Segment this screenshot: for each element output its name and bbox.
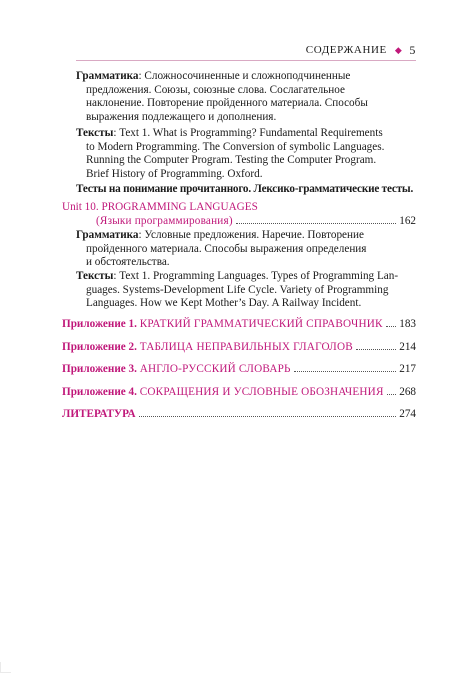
texts-label: Тексты	[76, 270, 114, 282]
appendix-title: КРАТКИЙ ГРАММАТИЧЕСКИЙ СПРАВОЧНИК	[139, 318, 383, 330]
grammar-line: предложения. Союзы, союзные слова. Сослагательное	[86, 83, 345, 96]
tests-line: Тесты на понимание прочитанного. Лексико-грамматические тесты.	[76, 183, 414, 195]
appendix-title: ТАБЛИЦА НЕПРАВИЛЬНЫХ ГЛАГОЛОВ	[139, 341, 353, 353]
texts-block-2	[76, 270, 416, 311]
unit-page: 162	[399, 215, 416, 227]
grammar-line: и обстоятельства.	[86, 256, 170, 269]
leader-dots	[294, 362, 397, 372]
leader-dots	[356, 340, 396, 350]
appendix-title: АНГЛО-РУССКИЙ СЛОВАРЬ	[139, 363, 291, 375]
appendix-label: Приложение 3.	[62, 363, 137, 375]
appendix-row[interactable]	[62, 317, 416, 331]
appendix-label: Приложение 4.	[62, 386, 137, 398]
unit-10-subtitle-row[interactable]	[96, 214, 416, 228]
scan-corner-mark	[0, 662, 11, 673]
texts-line: : Text 1. Programming Languages. Types of Programming Lan-	[113, 270, 399, 282]
header-rule	[76, 60, 416, 61]
appendix-page: 183	[399, 318, 416, 330]
appendix-label: Приложение 1.	[62, 318, 137, 330]
leader-dots	[139, 407, 397, 417]
grammar-line: : Сложносочиненные и сложноподчиненные	[138, 70, 351, 82]
texts-label: Тексты	[76, 127, 114, 139]
appendix-page: 214	[399, 341, 416, 353]
unit-10-entry[interactable]	[62, 201, 416, 215]
grammar-label: Грамматика	[76, 70, 139, 82]
literature-label: ЛИТЕРАТУРА	[62, 408, 136, 420]
texts-line: Languages. How we Kept Mother’s Day. A Railway Incident.	[86, 297, 362, 310]
appendix-page: 217	[399, 363, 416, 375]
running-header	[76, 42, 416, 58]
appendix-row[interactable]	[62, 340, 416, 354]
leader-dots	[236, 214, 396, 224]
bullet-icon: ◆	[394, 44, 403, 55]
grammar-label: Грамматика	[76, 229, 139, 241]
grammar-line: пройденного материала. Способы выражения определения	[86, 242, 367, 255]
texts-line: guages. Systems-Development Life Cycle. Variety of Programming	[86, 283, 389, 296]
leader-dots	[387, 385, 397, 395]
leader-dots	[386, 317, 397, 327]
texts-line: Running the Computer Program. Testing the Computer Program.	[86, 154, 377, 167]
page-number: 5	[409, 42, 416, 57]
texts-line: to Modern Programming. The Conversion of symbolic Languages.	[86, 140, 385, 153]
appendix-row[interactable]	[62, 362, 416, 376]
texts-line: Brief History of Programming. Oxford.	[86, 167, 263, 180]
literature-page: 274	[399, 408, 416, 420]
grammar-line: наклонение. Повторение пройденного материала. Способы	[86, 97, 368, 110]
grammar-line: выражения подлежащего и дополнения.	[86, 110, 277, 123]
texts-line: : Text 1. What is Programming? Fundamental Requirements	[113, 127, 383, 139]
appendix-label: Приложение 2.	[62, 341, 137, 353]
section-title: СОДЕРЖАНИЕ	[305, 44, 387, 56]
grammar-block-1	[76, 70, 416, 124]
appendix-row[interactable]	[62, 385, 416, 399]
texts-block-1	[76, 127, 416, 181]
appendix-title: СОКРАЩЕНИЯ И УСЛОВНЫЕ ОБОЗНАЧЕНИЯ	[139, 386, 384, 398]
grammar-block-2	[76, 229, 416, 270]
literature-row[interactable]	[62, 407, 416, 421]
grammar-line: : Условные предложения. Наречие. Повторение	[138, 229, 364, 241]
unit-heading: Unit 10. PROGRAMMING LANGUAGES	[62, 201, 258, 213]
unit-subtitle: (Языки программирования)	[96, 215, 233, 227]
appendix-page: 268	[399, 386, 416, 398]
